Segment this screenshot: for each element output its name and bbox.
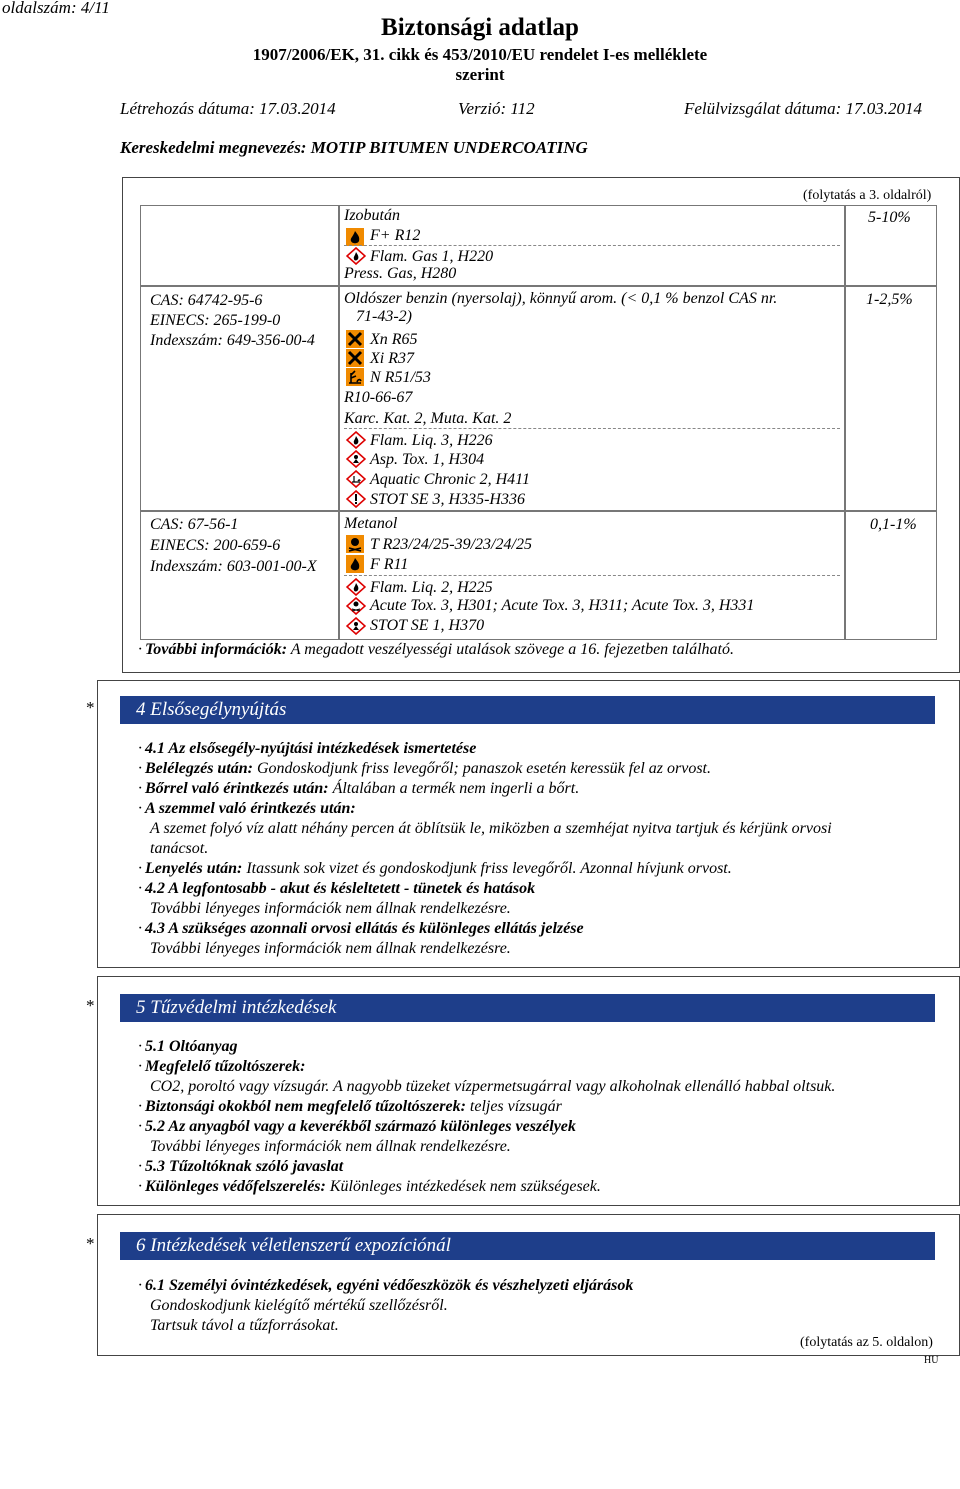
- s4-eye-label: · A szemmel való érintkezés után:: [138, 800, 356, 817]
- revised-date: Felülvizsgálat dátuma: 17.03.2014: [684, 99, 922, 118]
- risk-phrases: R10-66-67: [344, 389, 413, 406]
- clp-classification: Flam. Liq. 2, H225: [370, 579, 493, 596]
- flame-orange-icon: [346, 555, 364, 573]
- page-number: oldalszám: 4/11: [2, 0, 110, 17]
- percent-cell-2: [844, 285, 937, 512]
- skull-ghs-icon: [346, 597, 366, 615]
- s4-eye-text-cont: tanácsot.: [150, 840, 209, 857]
- substance-name-cont: 71-43-2): [356, 308, 412, 325]
- continued-from: (folytatás a 3. oldalról): [803, 188, 932, 203]
- flame-orange-icon: [346, 228, 364, 246]
- s4-2-text: További lényeges információk nem állnak rendelkezésre.: [150, 900, 511, 917]
- s5-suitable-label: · Megfelelő tűzoltószerek:: [138, 1058, 306, 1075]
- s5-2-text: További lényeges információk nem állnak rendelkezésre.: [150, 1138, 511, 1155]
- section-4-heading: 4 Elsősegélynyújtás: [120, 696, 935, 724]
- flame-ghs-icon: [346, 247, 366, 265]
- s5-unsuitable: · Biztonsági okokból nem megfelelő tűzoltószerek: teljes vízsugár: [138, 1098, 562, 1115]
- changed-marker: *: [86, 996, 95, 1015]
- substance-percent: 5-10%: [868, 209, 911, 226]
- s4-3-text: További lényeges információk nem állnak rendelkezésre.: [150, 940, 511, 957]
- document-title: Biztonsági adatlap: [381, 14, 579, 41]
- s5-suitable-text: CO2, poroltó vagy vízsugár. A nagyobb tüzeket vízpermetsugárral vagy alkoholnak ellenálló habbal oltsuk.: [150, 1078, 836, 1095]
- dsd-classification: Xn R65: [370, 331, 418, 348]
- substance-percent: 0,1-1%: [870, 516, 917, 533]
- irritant-x-icon: [346, 349, 364, 367]
- subtitle-line-2: szerint: [455, 65, 505, 84]
- s4-3-heading: · 4.3 A szükséges azonnali orvosi ellátás és különleges ellátás jelzése: [138, 920, 584, 937]
- skull-icon: [346, 535, 364, 553]
- clp-classification: Flam. Liq. 3, H226: [370, 432, 493, 449]
- s4-ingestion: · Lenyelés után: Itassunk sok vizet és gondoskodjunk friss levegőről. Azonnal hívjunk orvost.: [138, 860, 732, 877]
- trade-name: Kereskedelmi megnevezés: MOTIP BITUMEN UNDERCOATING: [120, 138, 588, 157]
- environment-tree-icon: [346, 368, 364, 386]
- s5-2-heading: · 5.2 Az anyagból vagy a keverékből származó különleges veszélyek: [138, 1118, 576, 1135]
- s4-2-heading: · 4.2 A legfontosabb - akut és késleltetett - tünetek és hatások: [138, 880, 536, 897]
- substance-name: Izobután: [344, 207, 400, 224]
- exclamation-ghs-icon: [346, 490, 366, 508]
- created-date: Létrehozás dátuma: 17.03.2014: [120, 99, 336, 118]
- s6-1-text: Gondoskodjunk kielégítő mértékű szellőzésről.: [150, 1297, 448, 1314]
- clp-classification: Asp. Tox. 1, H304: [370, 451, 485, 468]
- environment-ghs-icon: [346, 470, 366, 488]
- s5-3-heading: · 5.3 Tűzoltóknak szóló javaslat: [138, 1158, 344, 1175]
- substance-name: Oldószer benzin (nyersolaj), könnyű arom. (< 0,1 % benzol CAS nr.: [344, 290, 778, 307]
- s6-1-heading: · 6.1 Személyi óvintézkedések, egyéni védőeszközök és vészhelyzeti eljárások: [138, 1277, 634, 1294]
- document-subtitle: [0, 45, 960, 85]
- substance-percent: 1-2,5%: [866, 291, 913, 308]
- section-6-heading: 6 Intézkedések véletlenszerű expozíciónál: [120, 1232, 935, 1260]
- dashed-divider: [344, 575, 840, 576]
- s5-ppe: · Különleges védőfelszerelés: Különleges intézkedések nem szükségesek.: [138, 1178, 601, 1195]
- cmr-category: Karc. Kat. 2, Muta. Kat. 2: [344, 410, 512, 427]
- clp-classification: Press. Gas, H280: [344, 265, 457, 282]
- continued-on: (folytatás az 5. oldalon): [800, 1335, 933, 1350]
- s4-skin: · Bőrrel való érintkezés után: Általában a termék nem ingerli a bőrt.: [138, 780, 580, 797]
- clp-classification: STOT SE 3, H335-H336: [370, 491, 525, 508]
- cas-cell-1: [140, 205, 340, 287]
- s4-eye-text: A szemet folyó víz alatt néhány percen át öblítsük le, miközben a szemhéjat nyitva tartjuk és kérjünk orvosi: [150, 820, 832, 837]
- s6-1-text-2: Tartsuk távol a tűzforrásokat.: [150, 1317, 339, 1334]
- language-code: HU: [924, 1355, 939, 1366]
- flame-ghs-icon: [346, 431, 366, 449]
- clp-classification: Flam. Gas 1, H220: [370, 248, 494, 265]
- health-hazard-icon: [346, 450, 366, 468]
- clp-classification: STOT SE 1, H370: [370, 617, 485, 634]
- einecs-number: EINECS: 200-659-6: [150, 537, 281, 554]
- clp-classification: Acute Tox. 3, H301; Acute Tox. 3, H311; Acute Tox. 3, H331: [370, 597, 755, 614]
- dsd-classification: Xi R37: [370, 350, 414, 367]
- cas-number: CAS: 67-56-1: [150, 516, 239, 533]
- index-number: Indexszám: 603-001-00-X: [150, 558, 317, 575]
- einecs-number: EINECS: 265-199-0: [150, 312, 281, 329]
- s5-1-heading: · 5.1 Oltóanyag: [138, 1038, 238, 1055]
- changed-marker: *: [86, 698, 95, 717]
- flame-ghs-icon: [346, 578, 366, 596]
- dashed-divider: [344, 428, 840, 429]
- clp-classification: Aquatic Chronic 2, H411: [370, 471, 530, 488]
- version: Verzió: 112: [458, 99, 535, 118]
- further-information-text: A megadott veszélyességi utalások szövege a 16. fejezetben található.: [290, 641, 734, 658]
- harmful-x-icon: [346, 330, 364, 348]
- changed-marker: *: [86, 1234, 95, 1253]
- s4-1-heading: · 4.1 Az elsősegély-nyújtási intézkedések ismertetése: [138, 740, 477, 757]
- health-hazard-icon: [346, 617, 366, 635]
- index-number: Indexszám: 649-356-00-4: [150, 332, 315, 349]
- section-5-heading: 5 Tűzvédelmi intézkedések: [120, 994, 935, 1022]
- further-information: · További információk: A megadott veszélyességi utalások szövege a 16. fejezetben található.: [138, 641, 734, 658]
- dsd-classification: N R51/53: [370, 369, 431, 386]
- substance-name: Metanol: [344, 515, 398, 532]
- s4-inhalation: · Belélegzés után: Gondoskodjunk friss levegőről; panaszok esetén keressük fel az orvost.: [138, 760, 711, 777]
- further-information-label: További információk:: [145, 641, 288, 658]
- dsd-classification: F R11: [370, 556, 409, 573]
- dsd-classification: T R23/24/25-39/23/24/25: [370, 536, 532, 553]
- subtitle-line-1: 1907/2006/EK, 31. cikk és 453/2010/EU rendelet I-es melléklete: [252, 45, 708, 64]
- dsd-classification: F+ R12: [370, 227, 421, 244]
- dashed-divider: [344, 245, 840, 246]
- cas-number: CAS: 64742-95-6: [150, 292, 263, 309]
